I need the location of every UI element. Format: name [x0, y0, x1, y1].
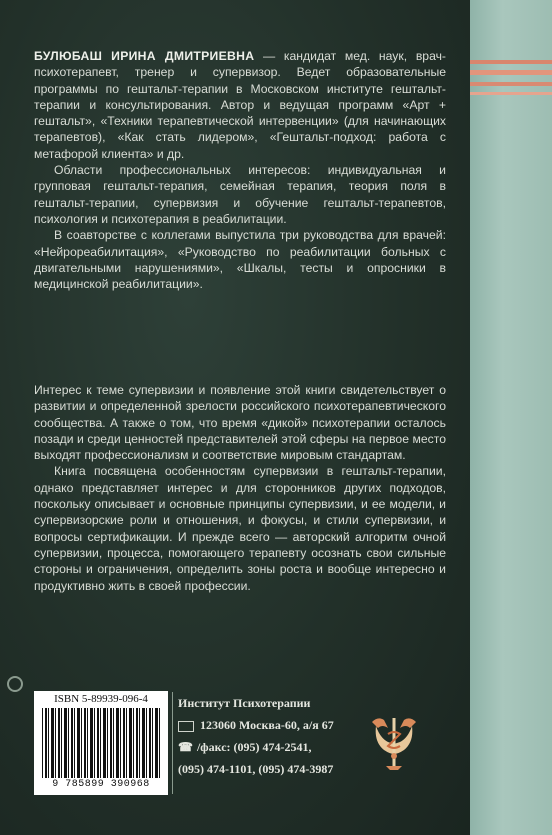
book-annotation	[34, 382, 446, 594]
publisher-phone-fax: /факс: (095) 474-2541,	[196, 740, 312, 754]
author-interests: Области профессиональных интересов: индивидуальная и групповая гештальт-терапия, семейная терапия, теория поля в гештальт-терапии, супервизия и обучение гештальт-терапевтов, психология и психотерапия в реабилитации.	[34, 163, 446, 226]
author-bio-block	[34, 48, 446, 292]
author-bio-text: — кандидат мед. наук, врач-психотерапевт, тренер и супервизор. Ведет образовательные программы по гештальт-терапии в Московском институте гештальт-терапии и консультирования. Автор и ведущая программ «Арт + гештальт», «Техники терапевтической интервенции» (для начинающих терапевтов), «Как стать лидером», «Гештальт-подход: работа с метафорой клиента» и др.	[34, 49, 446, 161]
binding-ring-icon	[7, 676, 23, 692]
phone-icon: ☎	[178, 740, 193, 754]
publisher-name: Институт Психотерапии	[178, 696, 311, 710]
envelope-icon	[178, 721, 194, 732]
author-name: БУЛЮБАШ ИРИНА ДМИТРИЕВНА	[34, 49, 255, 63]
spine-stripe	[470, 60, 552, 64]
isbn-barcode-box	[34, 691, 168, 795]
spine-stripe	[470, 82, 552, 86]
book-spine	[470, 0, 552, 835]
author-coauthored: В соавторстве с коллегами выпустила три руководства для врачей: «Нейрореабилитация», «Руководство по реабилитации больных с двигательными нарушениями», «Шкалы, тесты и опросники в медицинской реабилитации».	[34, 228, 446, 292]
publisher-logo-icon	[368, 712, 420, 772]
divider	[172, 692, 173, 794]
spine-stripe	[470, 70, 552, 75]
barcode-number: 9 785899 390968	[52, 779, 150, 790]
barcode-icon	[42, 708, 160, 778]
spine-stripe	[470, 92, 552, 95]
author-bio	[34, 48, 446, 162]
publisher-address: 123060 Москва-60, а/я 67	[200, 718, 334, 732]
publisher-phones: (095) 474-1101, (095) 474-3987	[178, 762, 334, 776]
isbn-label: ISBN 5-89939-096-4	[54, 693, 148, 705]
annotation-paragraph-2: Книга посвящена особенностям супервизии в гештальт-терапии, однако представляет интерес и для сторонников других подходов, поскольку описывает и основные принципы супервизии, и ее модели, и супервизорские роли и отношения, и фокусы, и стили супервизии, и вопросы сертификации. И прежде всего — авторский алгоритм очной супервизии, процесса, помогающего терапевту осознать свои сильные стороны и ограничения, определить зоны роста и вообще интересно и продуктивно жить в своей профессии.	[34, 464, 446, 593]
annotation-paragraph-1: Интерес к теме супервизии и появление этой книги свидетельствует о развитии и определенной зрелости российского психотерапевтического сообщества. А также о том, что время «дикой» психотерапии осталось позади и среди ценностей представителей этой сферы на первое место выходят профессионализм и соответствие мировым стандартам.	[34, 383, 446, 463]
